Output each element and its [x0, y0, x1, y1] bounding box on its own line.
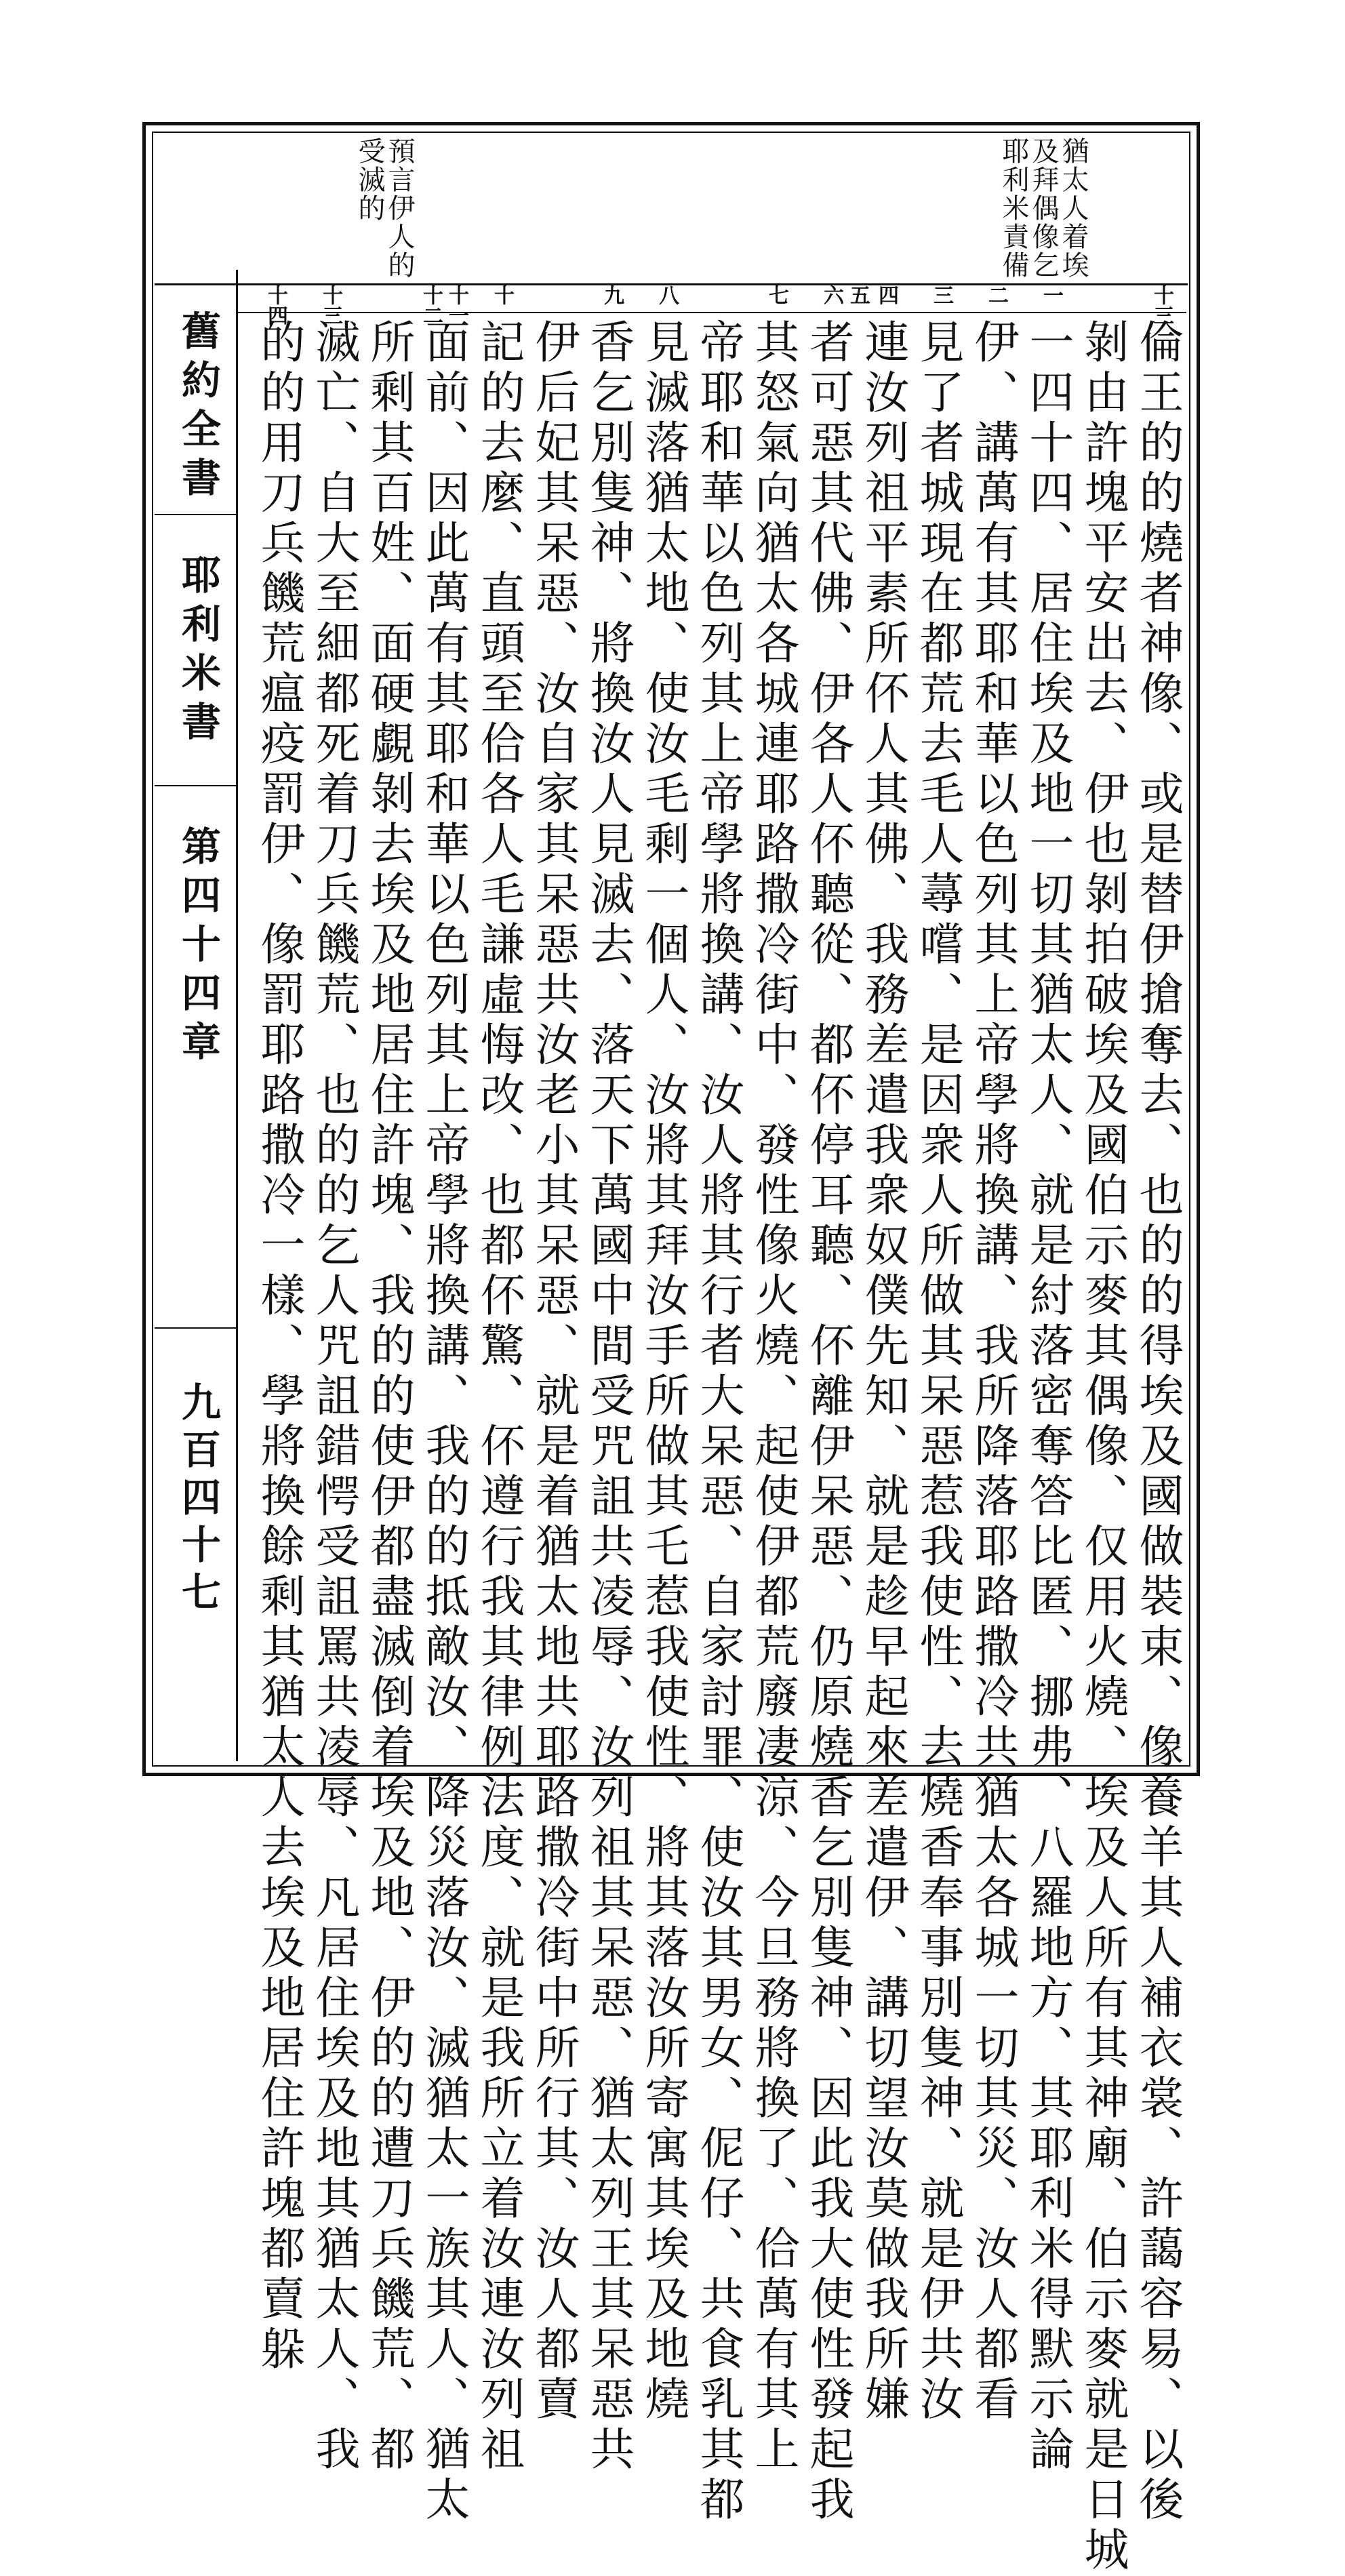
verse-number: 八	[655, 285, 679, 305]
verse-number: 二	[984, 285, 1008, 305]
chapter-label: 第四十四章	[175, 826, 221, 1070]
verse-number: 十四	[264, 285, 287, 325]
verse-number: 九	[600, 285, 624, 305]
verse-number: 七	[765, 285, 788, 305]
text-column: 者可惡其代佛、伊各人伓聽從、都伓停耳聽、伓離伊呆惡、仍原燒香乞別隻神、因此我大使性發起我	[802, 319, 854, 2526]
text-column: 連汝列祖平素所伓人其佛、我務差遣我衆奴僕先知、就是趁早起來差遣伊、講切望汝莫做我所嫌	[857, 319, 909, 2426]
text-column: 滅亡、自大至細都死着刀兵饑荒、也的的乞人咒詛錯愕受詛罵共凌辱、凡居住埃及地其猶太人、我	[308, 319, 360, 2476]
page-number: 九百四十七	[175, 1382, 221, 1619]
margin-notes-band	[155, 134, 1188, 285]
verse-number: 五	[846, 285, 870, 305]
text-column: 伊后妃其呆惡、汝自家其呆惡共汝老小其呆惡、就是着猶太地共耶路撒冷街中所行其、汝人都賣	[527, 319, 580, 2426]
marginal-note: 猶太人着埃及拜偶像乞耶利米責備	[998, 137, 1089, 279]
text-column: 見了者城現在都荒去毛人蕁嚐、是因衆人所做其呆惡惹我使性、去燒香奉事別隻神、就是伊共汝	[912, 319, 964, 2426]
text-column: 其怒氣向猶太各城連耶路撒冷街中、發性像火燒、起使伊都荒廢凄涼、今旦務將換了、佮萬有其上	[747, 319, 799, 2476]
text-column: 記的去麼、直頭至佮各人毛謙虛悔改、也都伓驚、伓遵行我其律例法度、就是我所立着汝連汝列祖	[473, 319, 525, 2476]
book-title: 舊約全書	[175, 310, 221, 506]
verse-number: 十三	[319, 285, 342, 325]
book-name: 耶利米書	[175, 555, 221, 750]
text-column: 見滅落猶太地、使汝毛剩一個人、汝將其拜汝手所做其乇惹我使性、將其落汝所寄寓其埃及地燒	[637, 319, 689, 2426]
verse-number: 十一	[445, 285, 468, 325]
text-column: 剝由許塊平安出去、伊也剝拍破埃及國伯示麥其偶像、仅用火燒、埃及人所有其神廟、伯示麥就是日城	[1077, 319, 1129, 2576]
text-column: 所剩其百姓、面硬覷剝去埃及地居住許塊、我的的使伊都盡滅倒着埃及地、伊的的遭刀兵饑荒、都	[363, 319, 415, 2476]
text-column: 帝耶和華以色列其上帝學將換講、汝人將其行者大呆惡、自家討罪、使汝其男女、伲仔、共食乳其都	[692, 319, 744, 2526]
verse-number: 一	[1039, 285, 1063, 305]
text-column: 面前、因此萬有其耶和華以色列其上帝學將換講、我的的抵敵汝、降災落汝、滅猶太一族其人、猶太	[418, 319, 470, 2526]
text-column: 倫王的的燒者神像、或是替伊搶奪去、也的的得埃及國做裝束、像養羊其人補衣裳、許藹容易、以後	[1131, 319, 1184, 2526]
verse-number: 四	[875, 285, 898, 305]
verse-number: 六	[820, 285, 843, 305]
text-column: 香乞別隻神、將換汝人見滅去、落天下萬國中間受咒詛共凌辱、汝列祖其呆惡、猶太列王其呆惡共	[582, 319, 635, 2476]
text-column: 的的用刀兵饑荒瘟疫罰伊、像罰耶路撒冷一樣、學將換餘剩其猶太人去埃及地居住許塊都賣躲	[253, 319, 305, 2375]
text-body	[237, 285, 1186, 2576]
verse-number: 三	[929, 285, 953, 305]
verse-number: 十三	[1150, 285, 1173, 325]
running-footer	[155, 270, 238, 1761]
text-column: 伊、講萬有其耶和華以色列其上帝學將換講、我所降落耶路撒冷共猶太各城一切其災、汝人都看	[967, 319, 1019, 2426]
verse-number: 十	[490, 285, 514, 305]
verse-number-rule	[237, 312, 1186, 313]
verse-number: 十二	[419, 285, 443, 325]
marginal-note: 預言伊人的受滅的	[354, 137, 415, 279]
text-column: 一四十四、居住埃及地一切其猶太人、就是紂落密奪答比匿、挪弗、八羅地方、其耶利米得默示論	[1022, 319, 1074, 2476]
